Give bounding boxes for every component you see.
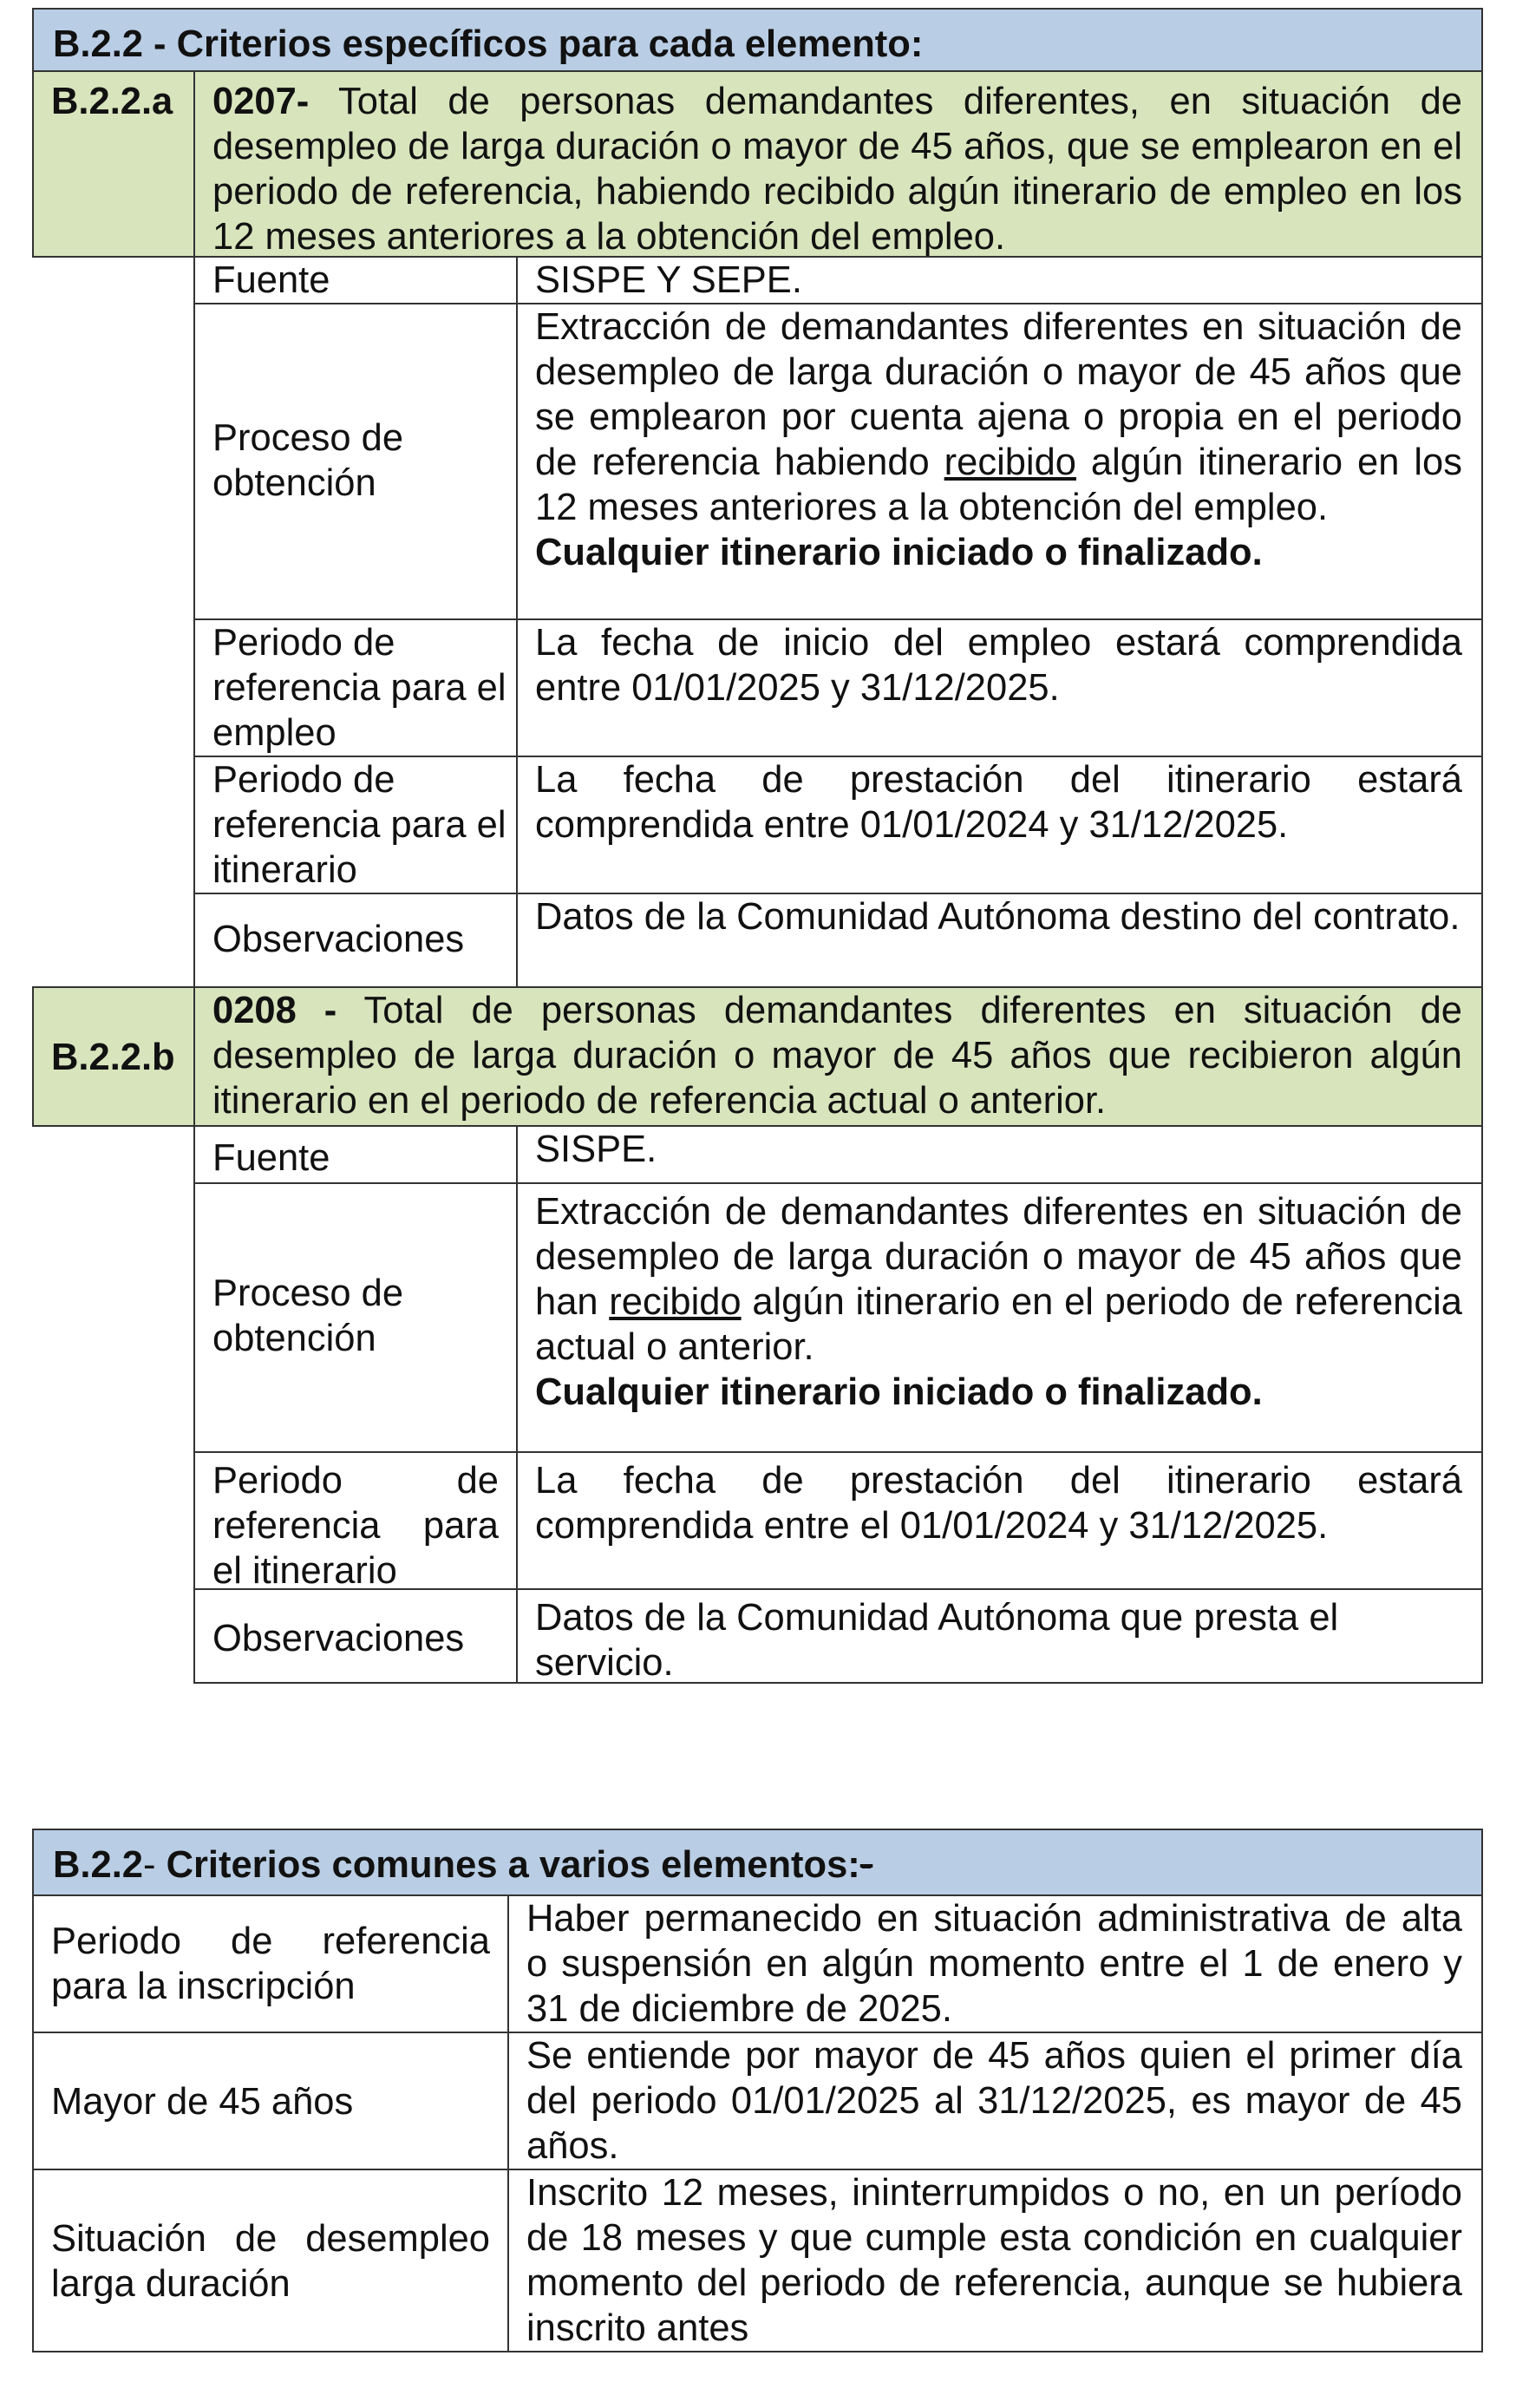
element-b-proceso-label-1: Proceso de <box>212 1273 404 1314</box>
element-b-fuente-value-cell <box>516 1125 1483 1184</box>
element-a-periodo-itinerario-value-cell <box>516 756 1483 894</box>
element-a-observaciones-label-cell <box>193 893 518 988</box>
common-row-value: Inscrito 12 meses, ininterrumpidos o no, en un período de 18 meses y que cumple esta condición en cualquier momento del periodo de referencia, aunque se hubiera inscrito antes <box>526 2172 1462 2349</box>
element-b-description-cell <box>193 986 1483 1127</box>
element-a-periodo-empleo-value-cell <box>516 618 1483 757</box>
common-row-value-cell <box>507 2032 1483 2170</box>
element-a-description-text: Total de personas demandantes diferentes, en situación de desempleo de larga duración o mayor de 45 años, que se emplearon en el periodo de referencia, habiendo recibido algún itinerario de empleo en los 12 meses anteriores a la obtención del empleo. <box>212 81 1462 258</box>
element-a-id: 0207- <box>212 81 310 122</box>
section2-title <box>32 1829 1483 1896</box>
common-row-label-cell <box>32 1894 509 2033</box>
element-a-fuente-label: Fuente <box>212 259 330 301</box>
element-a-periodo-itinerario-label: Periodo de referencia para el itinerario <box>212 759 506 891</box>
element-a-fuente-label-cell <box>193 256 518 304</box>
element-b-description-text: Total de personas demandantes diferentes en situación de desempleo de larga duración o mayor de 45 años que recibieron algún itinerario en el periodo de referencia actual o anterior. <box>212 990 1463 1122</box>
element-a-code: B.2.2.a <box>51 81 173 122</box>
element-a-periodo-empleo-label: Periodo de referencia para el empleo <box>212 622 506 754</box>
element-a-proceso-underlined: recibido <box>944 442 1076 483</box>
element-a-fuente-value: SISPE Y SEPE. <box>535 259 802 301</box>
common-row-value: Haber permanecido en situación administrativa de alta o suspensión en algún momento entre el 1 de enero y 31 de diciembre de 2025. <box>526 1898 1462 2030</box>
element-a-code-cell <box>32 70 195 258</box>
section2-title-prefix: B.2.2 <box>53 1844 143 1886</box>
common-row-value-cell <box>507 1894 1483 2033</box>
section2-title-text: Criterios comunes a varios elementos: <box>155 1844 860 1886</box>
element-b-code-cell <box>32 986 195 1127</box>
element-a-fuente-value-cell <box>516 256 1483 304</box>
element-b-fuente-label: Fuente <box>212 1137 330 1179</box>
common-row-label: Periodo de referencia para la inscripción <box>51 1921 490 2007</box>
element-b-proceso-text-2: algún itinerario en el periodo de referencia actual o anterior. <box>535 1281 1462 1368</box>
element-b-proceso-bold: Cualquier itinerario iniciado o finalizado. <box>535 1371 1263 1413</box>
element-b-proceso-value-cell <box>516 1182 1483 1453</box>
element-a-proceso-value-cell <box>516 303 1483 620</box>
element-a-periodo-empleo-label-cell <box>193 618 518 757</box>
element-b-proceso-label-cell <box>193 1182 518 1453</box>
element-b-observaciones-label-cell <box>193 1588 518 1684</box>
element-b-proceso-text <box>535 1184 1462 1370</box>
element-b-fuente-value: SISPE. <box>535 1129 657 1170</box>
element-b-observaciones-value: Datos de la Comunidad Autónoma que presta el servicio. <box>535 1597 1339 1684</box>
common-row-label-cell <box>32 2169 509 2352</box>
element-b-periodo-itinerario-value: La fecha de prestación del itinerario estará comprendida entre el 01/01/2024 y 31/12/2025. <box>535 1460 1462 1547</box>
section-title-text: B.2.2 - Criterios específicos para cada elemento: <box>53 23 924 65</box>
element-a-periodo-itinerario-value: La fecha de prestación del itinerario estará comprendida entre 01/01/2024 y 31/12/2025. <box>535 759 1462 846</box>
element-a-proceso-text-1: Extracción de demandantes diferentes en situación de desempleo de larga duración o mayor de 45 años que se emplearon por cuenta ajena o propia en el periodo de referencia habiendo <box>535 306 1462 483</box>
element-b-id: 0208 - <box>212 990 337 1031</box>
element-a-proceso-label-1: Proceso de <box>212 417 404 459</box>
common-row-label-cell <box>32 2032 509 2170</box>
common-row-value-cell <box>507 2169 1483 2352</box>
element-b-proceso-text-1: Extracción de demandantes diferentes en situación de desempleo de larga duración o mayor de 45 años que han <box>535 1191 1462 1323</box>
section2-title-struck: - <box>859 1844 873 1886</box>
element-b-code: B.2.2.b <box>51 1037 175 1078</box>
element-a-observaciones-label: Observaciones <box>212 919 465 960</box>
common-row-label: Mayor de 45 años <box>51 2081 354 2123</box>
section-title <box>32 8 1483 72</box>
element-a-proceso-label-cell <box>193 303 518 620</box>
element-b-proceso-underlined: recibido <box>609 1281 742 1323</box>
element-b-fuente-label-cell <box>193 1125 518 1184</box>
element-a-observaciones-value: Datos de la Comunidad Autónoma destino del contrato. <box>535 896 1460 938</box>
element-a-description-cell <box>193 70 1483 258</box>
element-b-proceso-label-2: obtención <box>212 1318 376 1359</box>
element-a-proceso-label-2: obtención <box>212 462 376 504</box>
element-a-proceso-text-2: algún itinerario en los 12 meses anteriores a la obtención del empleo. <box>535 442 1462 528</box>
element-a-proceso-text <box>535 304 1462 530</box>
common-row-value: Se entiende por mayor de 45 años quien el primer día del periodo 01/01/2025 al 31/12/2025, es mayor de 45 años. <box>526 2035 1462 2167</box>
element-a-periodo-empleo-value: La fecha de inicio del empleo estará comprendida entre 01/01/2025 y 31/12/2025. <box>535 622 1462 709</box>
element-a-proceso-bold: Cualquier itinerario iniciado o finalizado. <box>535 532 1263 573</box>
common-row-label: Situación de desempleo larga duración <box>51 2218 490 2305</box>
element-a-periodo-itinerario-label-cell <box>193 756 518 894</box>
element-a-description <box>195 72 1481 259</box>
element-b-periodo-itinerario-label: Periodo de referencia para el itinerario <box>212 1460 499 1592</box>
element-b-description <box>195 988 1481 1123</box>
element-b-periodo-itinerario-label-cell <box>193 1451 518 1590</box>
section2-title-sep: - <box>142 1844 156 1886</box>
element-b-observaciones-value-cell <box>516 1588 1483 1684</box>
element-b-periodo-itinerario-value-cell <box>516 1451 1483 1590</box>
element-a-observaciones-value-cell <box>516 893 1483 988</box>
element-b-observaciones-label: Observaciones <box>212 1618 465 1659</box>
